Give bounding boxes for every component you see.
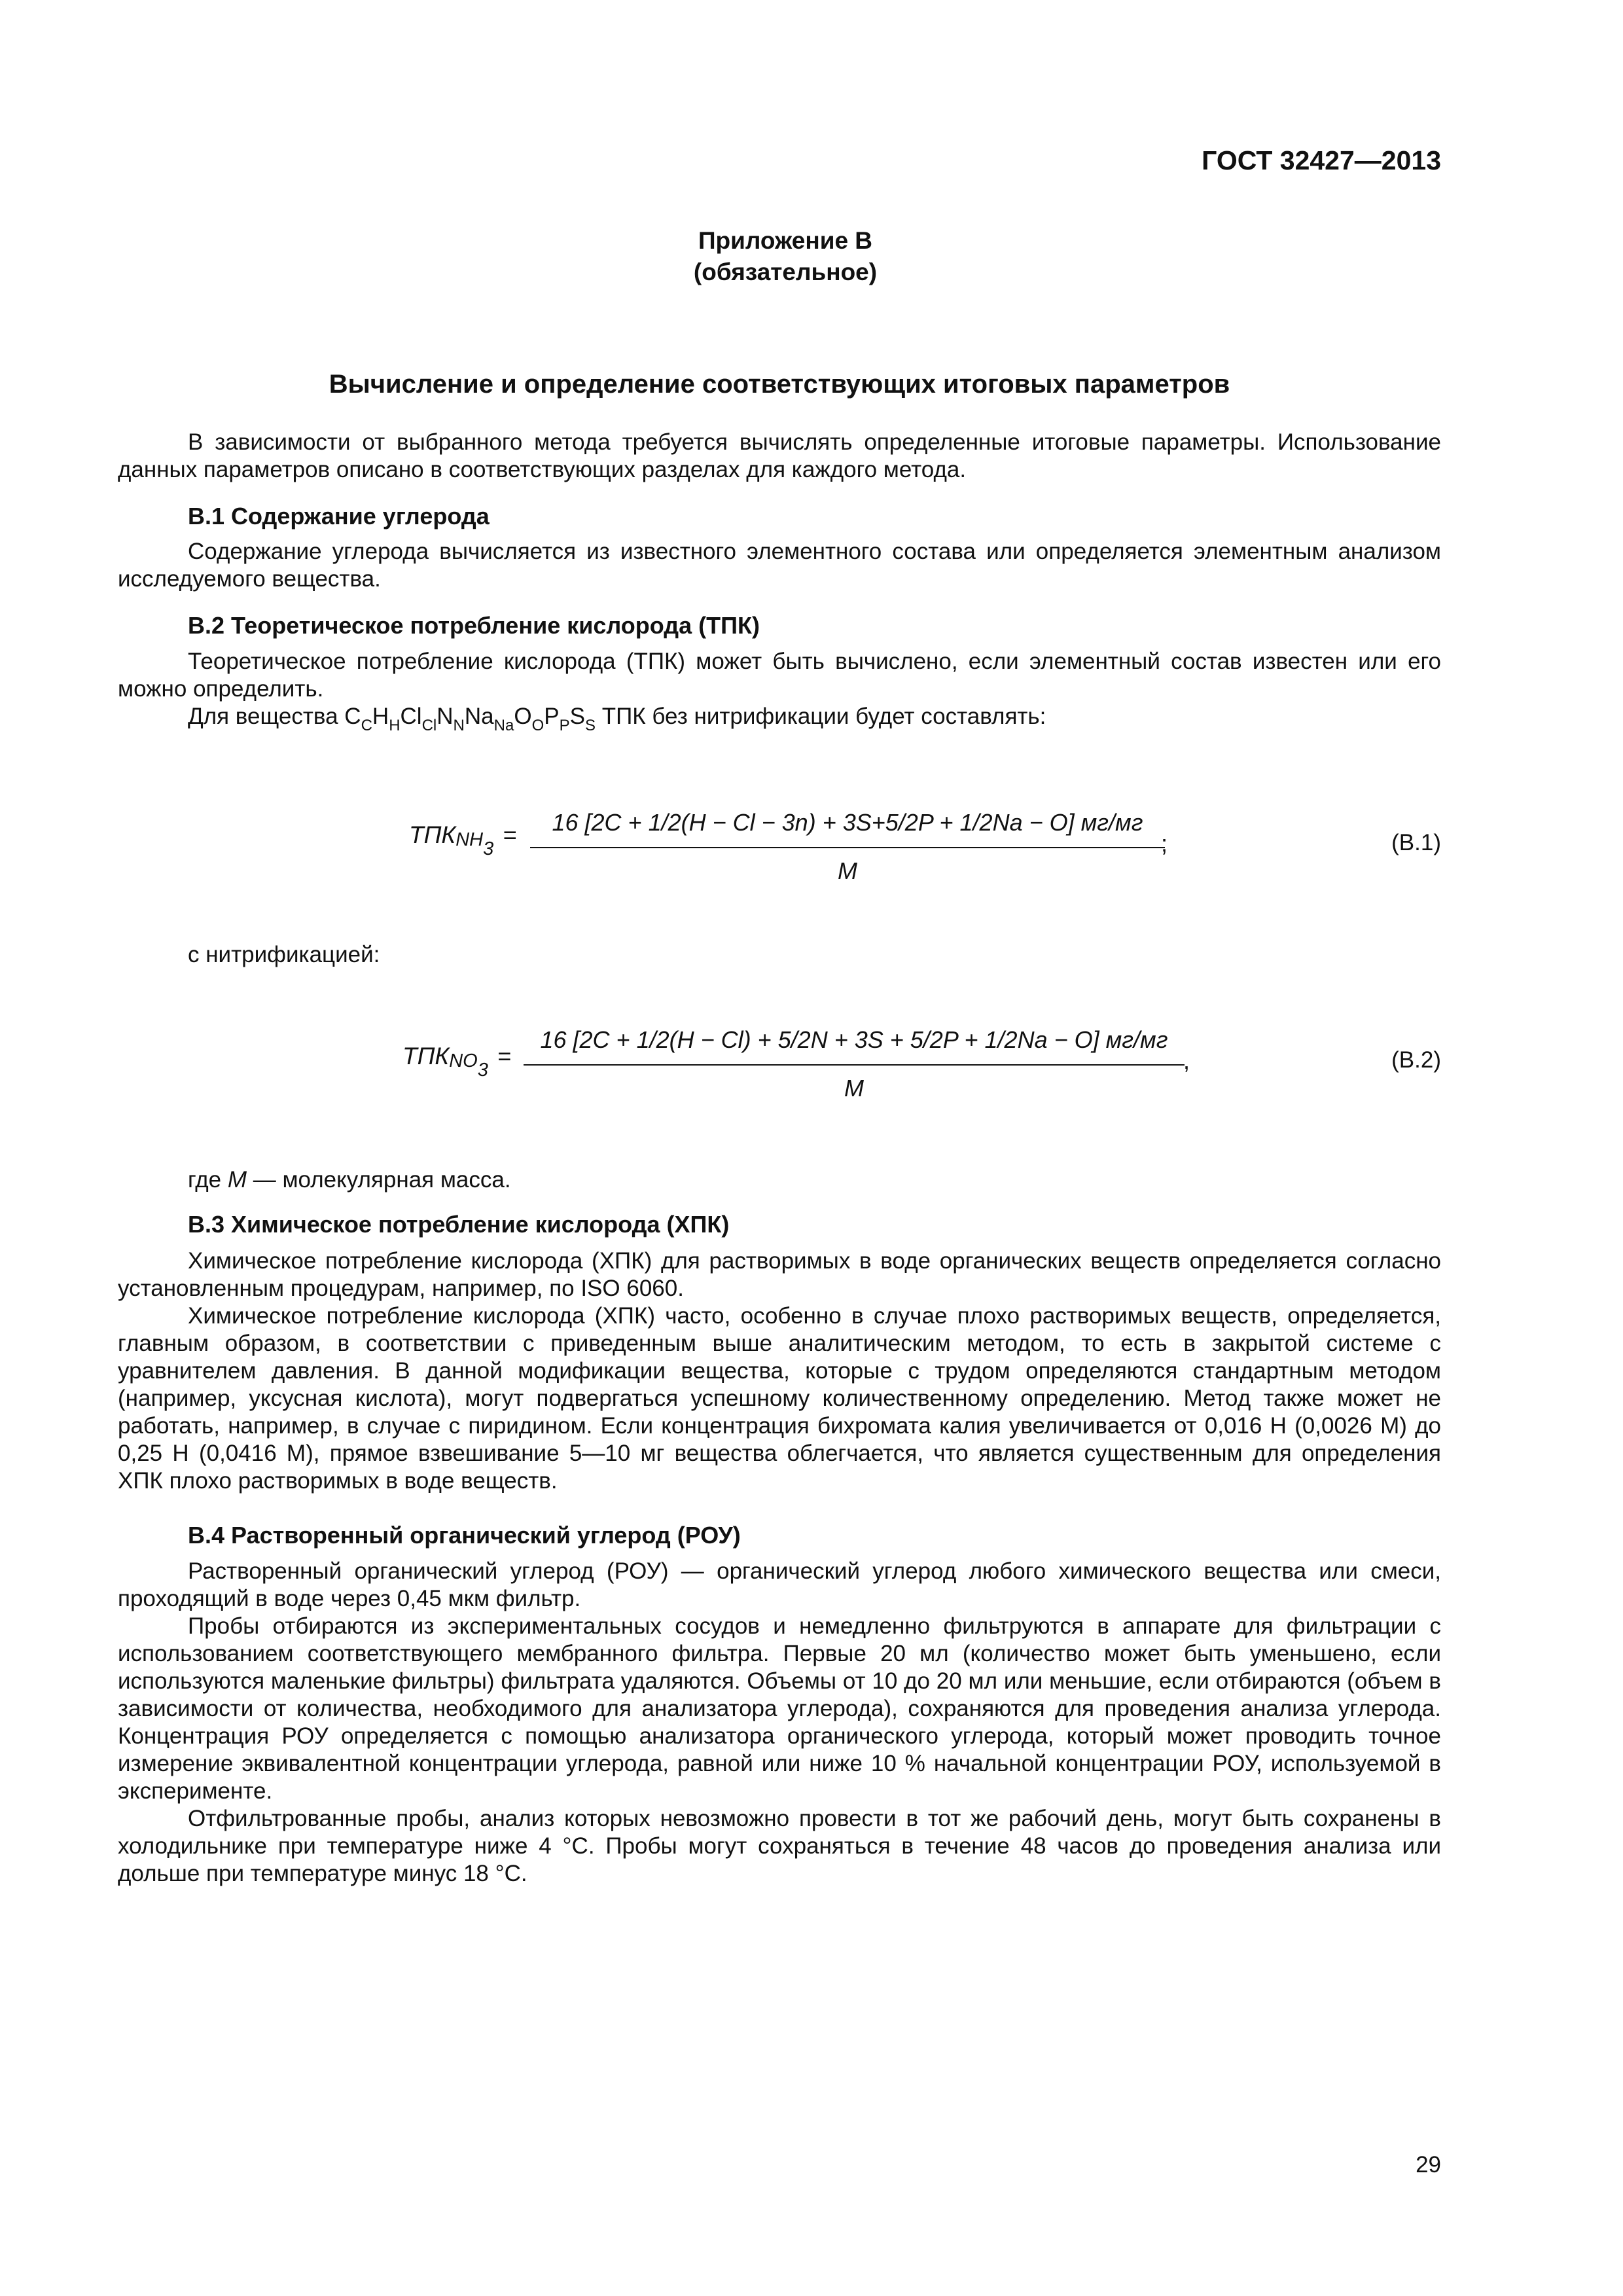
section-b3-p1: Химическое потребление кислорода (ХПК) для растворимых в воде органических веществ определяется согласно установленным процедурам, например, по ISO 6060.	[118, 1248, 1441, 1301]
section-b1-text: Содержание углерода вычисляется из известного элементного состава или определяется элементным анализом исследуемого вещества.	[118, 539, 1441, 592]
where-prefix: где	[188, 1167, 222, 1193]
formula-element: C	[344, 704, 361, 729]
formula-b2-denominator: M	[844, 1075, 864, 1102]
intro-text: В зависимости от выбранного метода требуется вычислять определенные итоговые параметры. Использование данных параметров описано в соответствующих разделах для каждого метода.	[118, 429, 1441, 482]
formula-b2-lhs-name: ТПК	[402, 1043, 450, 1069]
where-clause	[118, 1166, 1441, 1194]
formula-element-subscript: N	[453, 717, 465, 734]
formula-b2-punct: ,	[1183, 1047, 1190, 1074]
intro-paragraph	[118, 429, 1441, 484]
section-b4-heading: В.4 Растворенный органический углерод (РОУ)	[188, 1522, 741, 1549]
formula-element-subscript: Na	[493, 717, 514, 734]
formula-b2-line	[524, 1064, 1185, 1066]
formula-element: S	[569, 704, 585, 729]
formula-b1-punct: ;	[1161, 830, 1168, 857]
formula-element-subscript: Cl	[421, 717, 437, 734]
section-b1-body	[118, 538, 1441, 593]
section-b4-p1: Растворенный органический углерод (РОУ) — органический углерод любого химического вещества или смеси, проходящий в воде через 0,45 мкм фильтр.	[118, 1558, 1441, 1611]
formula-element-subscript: P	[559, 717, 570, 734]
formula-b2-eq: =	[497, 1043, 512, 1069]
section-b2-body	[118, 648, 1441, 740]
formula-b2-lhs-sub: NO	[449, 1050, 478, 1072]
section-b3-p2: Химическое потребление кислорода (ХПК) часто, особенно в случае плохо растворимых веществ, определяется, главным образом, в соответствии с приведенным выше аналитическим методом, то есть в закрытой системе с уравнителем давления. В данной модификации вещества, которые с трудом определяются стандартным методом (например, уксусная кислота), могут подвергаться успешному количественному определению. Метод также может не работать, например, в случае с пиридином. Если концентрация бихромата калия увеличивается от 0,016 Н (0,0026 М) до 0,25 Н (0,0416 М), прямое взвешивание 5—10 мг вещества облегчается, что является существенным для определения ХПК плохо растворимых в воде веществ.	[118, 1303, 1441, 1494]
section-b2-heading: В.2 Теоретическое потребление кислорода (ТПК)	[188, 612, 760, 639]
between-formulas	[118, 941, 1441, 969]
text2-suffix: ТПК без нитрификации будет составлять:	[601, 704, 1046, 729]
chemical-formula	[344, 704, 596, 734]
section-b4-p2: Пробы отбираются из экспериментальных сосудов и немедленно фильтруются в аппарате для фильтрации с использованием соответствующего мембранного фильтра. Первые 20 мл (количество может быть уменьшено, если используются маленькие фильтры) фильтрата удаляются. Объемы от 10 до 20 мл или меньшие, если отбираются (объем в зависимости от количества, необходимого для анализатора углерода), сохраняются для проведения анализа углерода. Концентрация РОУ определяется с помощью анализатора органического углерода, который может проводить точное измерение эквивалентной концентрации углерода, равной или ниже 10 % начальной концентрации РОУ, используемой в эксперименте.	[118, 1613, 1441, 1804]
formula-b1-lhs-name: ТПК	[409, 821, 456, 848]
formula-b1-line	[530, 847, 1165, 848]
annex-title: Приложение В	[698, 227, 873, 254]
standard-number: ГОСТ 32427—2013	[1202, 145, 1441, 175]
section-b3-heading: В.3 Химическое потребление кислорода (ХПК)	[188, 1211, 730, 1238]
formula-b1-denominator: M	[838, 857, 857, 884]
where-text	[118, 1166, 1441, 1194]
formula-element: N	[437, 704, 454, 729]
formula-b1-lhs	[409, 821, 517, 860]
annex-status: (обязательное)	[693, 259, 878, 285]
section-b1-heading: В.1 Содержание углерода	[188, 503, 490, 529]
formula-b2-lhs	[402, 1043, 511, 1081]
formula-element-subscript: H	[389, 717, 401, 734]
section-b2-text1: Теоретическое потребление кислорода (ТПК) может быть вычислено, если элементный состав известен или его можно определить.	[118, 649, 1441, 702]
formula-element: Na	[464, 704, 494, 729]
formula-b1-lhs-sub2: 3	[483, 838, 494, 859]
formula-element-subscript: O	[531, 717, 544, 734]
document-title: Вычисление и определение соответствующих итоговых параметров	[329, 370, 1230, 399]
formula-b1-number: (В.1)	[1391, 830, 1441, 855]
annex-block	[615, 225, 955, 288]
text2-prefix: Для вещества	[188, 704, 338, 729]
formula-element-subscript: S	[584, 717, 596, 734]
formula-element: Cl	[400, 704, 422, 729]
formula-b2-numerator: 16 [2C + 1/2(H − Cl) + 5/2N + 3S + 5/2P + 1/2Na − O] мг/мг	[540, 1026, 1168, 1053]
page-number: 29	[1416, 2152, 1441, 2178]
formula-element-subscript: C	[361, 717, 372, 734]
formula-element: H	[372, 704, 389, 729]
section-b2-text2	[118, 703, 1441, 740]
formula-b1-lhs-sub: NH	[455, 829, 484, 851]
formula-b1-numerator: 16 [2C + 1/2(H − Cl − 3n) + 3S+5/2P + 1/2Na − O] мг/мг	[552, 809, 1143, 836]
where-variable: M	[227, 1167, 247, 1193]
formula-b1-eq: =	[503, 821, 517, 848]
section-b4-p3: Отфильтрованные пробы, анализ которых невозможно провести в тот же рабочий день, могут быть сохранены в холодильнике при температуре ниже 4 °C. Пробы могут сохраняться в течение 48 часов до проведения анализа или дольше при температуре минус 18 °C.	[118, 1806, 1441, 1886]
formula-element: O	[514, 704, 532, 729]
formula-element: P	[544, 704, 560, 729]
section-b3-body	[118, 1247, 1441, 1495]
formula-b2-lhs-sub2: 3	[477, 1060, 488, 1081]
between-text: с нитрификацией:	[188, 942, 380, 967]
section-b4-body	[118, 1558, 1441, 1888]
formula-b2-number: (В.2)	[1391, 1047, 1441, 1073]
where-definition: — молекулярная масса.	[253, 1167, 511, 1193]
